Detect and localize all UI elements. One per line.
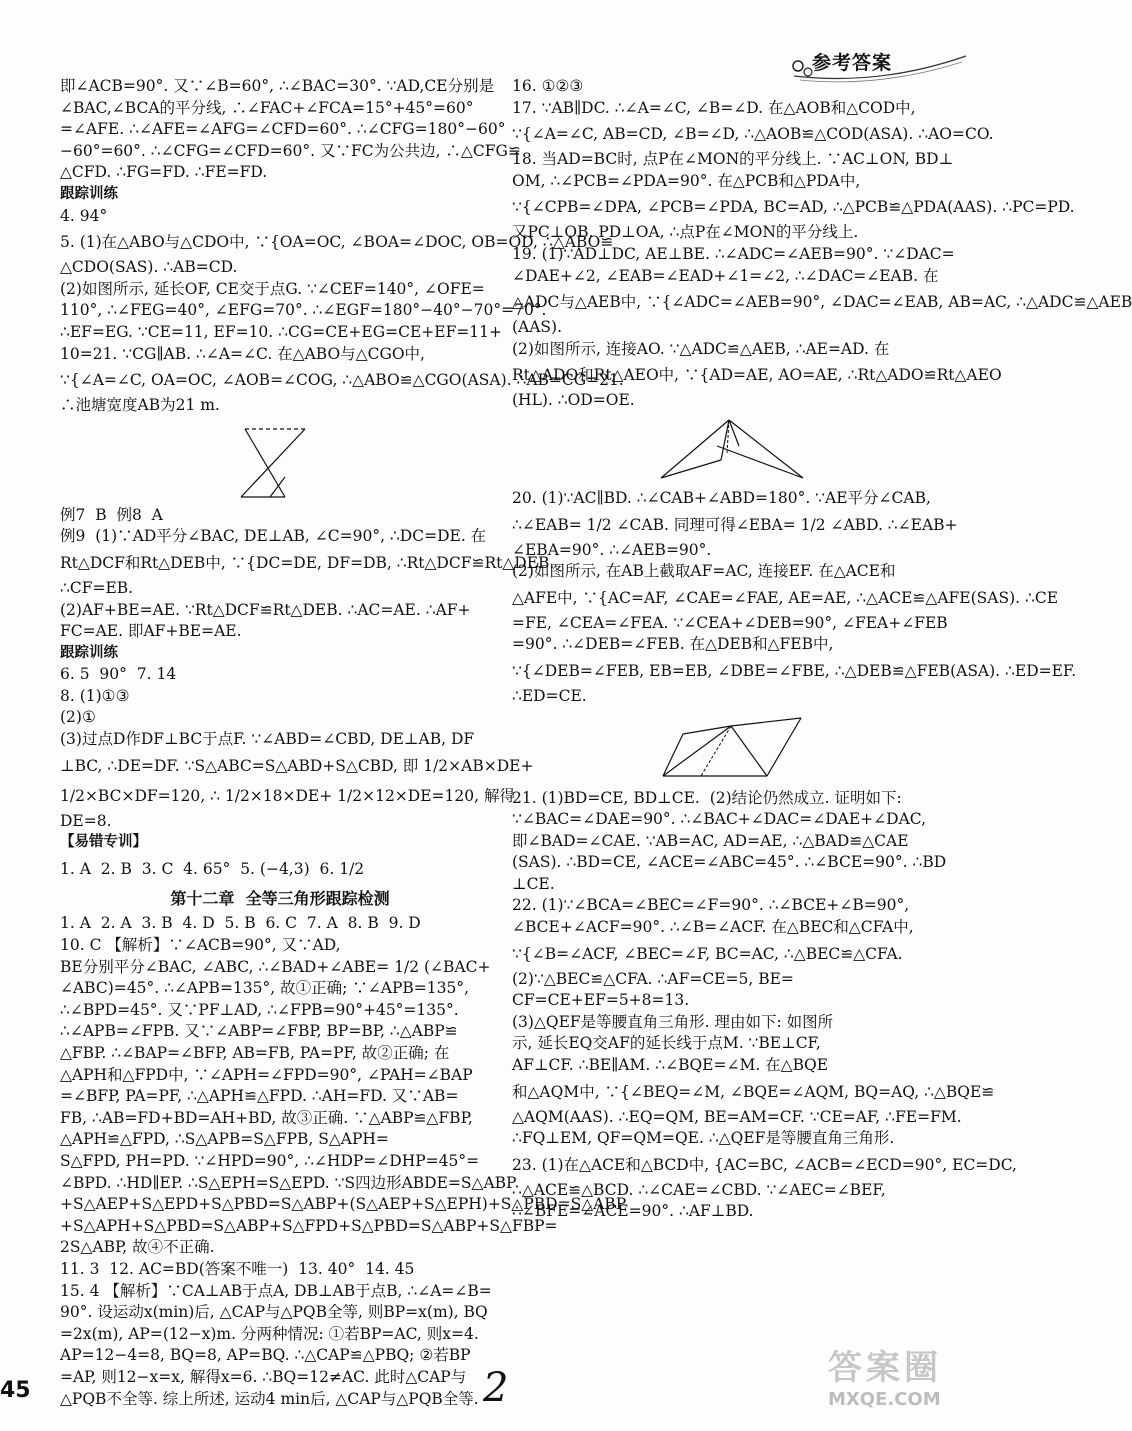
text-line: ∴∠APB=∠FPB. 又∵∠ABP=∠FBP, BP=BP, ∴△ABP≌ (60, 1022, 458, 1041)
right-block-2 (512, 488, 1077, 708)
text-line: =2x(m), AP=(12−x)m. 分两种情况: ①若BP=AC, 则x=4. (60, 1324, 479, 1343)
left-block-1 (60, 76, 521, 184)
text-line: ∠ABC)=45°. ∴∠APB=135°, 故①正确; ∵∠APB=135°, (60, 979, 470, 998)
text-line: ∵{∠CPB=∠DPA, ∠PCB=∠PDA, BC=AD, ∴△PCB≌△PDA(AAS). ∴PC=PD. (512, 198, 1075, 217)
text-line: 例9 (1)∵AD平分∠BAC, DE⊥AB, ∠C=90°, ∴DC=DE. 在 (60, 527, 487, 546)
text-line: 即∠BAD=∠CAE. ∵AB=AC, AD=AE, ∴△BAD≌△CAE (512, 831, 909, 850)
text-line: 1. A 2. B 3. C 4. 65° 5. (−4,3) 6. 1/2 (60, 859, 365, 878)
text-line: ∵{∠B=∠ACF, ∠BEC=∠F, BC=AC, ∴△BEC≌△CFA. (512, 944, 903, 963)
text-line: ∵{∠A=∠C, AB=CD, ∠B=∠D, ∴△AOB≌△COD(ASA). ∴AO=CO. (512, 125, 994, 144)
text-line: (2)① (60, 708, 96, 727)
text-line: ∴∠BFE=∠ACE=90°. ∴AF⊥BD. (512, 1202, 754, 1221)
text-line: ∵{∠A=∠C, OA=OC, ∠AOB=∠COG, ∴△ABO≌△CGO(ASA). ∴AB=CG=21. (60, 371, 624, 390)
text-line: FC=AE. 即AF+BE=AE. (60, 622, 242, 641)
text-line: ∴CF=EB. (60, 578, 134, 597)
quadrilateral-figure-20 (657, 712, 807, 784)
page-number: 45 (0, 1378, 31, 1403)
text-line: 21. (1)BD=CE, BD⊥CE. (2)结论仍然成立. 证明如下: (512, 788, 902, 807)
text-line: (2)如图所示, 在AB上截取AF=AC, 连接EF. 在△ACE和 (512, 562, 896, 581)
text-line: 和△AQM中, ∵{∠BEQ=∠M, ∠BQE=∠AQM, BQ=AQ, ∴△BQE≌ (512, 1082, 995, 1101)
text-line: =AP, 则12−x=x, 解得x=6. ∴BQ=12≠AC. 此时△CAP与 (60, 1367, 467, 1386)
text-line: CF=CE+EF=5+8=13. (512, 991, 690, 1010)
right-block-3 (512, 788, 1017, 1224)
text-line: (3)过点D作DF⊥BC于点F. ∵∠ABD=∠CBD, DE⊥AB, DF (60, 730, 475, 749)
text-line: AF⊥CF. ∴BE∥AM. ∴∠BQE=∠M. 在△BQE (512, 1056, 829, 1075)
text-line: △CDO(SAS). ∴AB=CD. (60, 258, 238, 277)
text-line: △AFE中, ∵{AC=AF, ∠CAE=∠FAE, AE=AE, ∴△ACE≌△AFE(SAS). ∴CE (512, 588, 1059, 607)
text-line: 5. (1)在△ABO与△CDO中, ∵{OA=OC, ∠BOA=∠DOC, OB=OD, ∴△ABO≌ (60, 233, 614, 252)
text-line: △PQB不全等. 综上所述, 运动4 min后, △CAP与△PQB全等. (60, 1389, 479, 1408)
text-line: 10. C 【解析】∵∠ACB=90°, 又∵AD, (60, 936, 341, 955)
text-line: ∴FQ⊥EM, QF=QM=QE. ∴△QEF是等腰直角三角形. (512, 1129, 895, 1148)
text-line: 示, 延长EQ交AF的延长线于点M. ∵BE⊥CF, (512, 1034, 821, 1053)
text-line: ∠BPD. ∴HD∥EP. ∴S△EPH=S△EPD. ∵S四边形ABDE=S△ABP (60, 1173, 517, 1192)
text-line: ∴△ACE≌△BCD. ∴∠CAE=∠CBD. ∵∠AEC=∠BEF, (512, 1180, 886, 1199)
text-line: ∵∠BAC=∠DAE=90°. ∴∠BAC+∠DAC=∠DAE+∠DAC, (512, 810, 927, 829)
text-line: =90°. ∴∠DEB=∠FEB. 在△DEB和△FEB中, (512, 635, 834, 654)
text-line: DE=8. (60, 811, 112, 830)
watermark-logo: 答案圈 (828, 1348, 942, 1388)
text-line: ∴池塘宽度AB为21 m. (60, 396, 220, 415)
section-heading: 跟踪训练 (60, 644, 118, 661)
text-line: AP=12−4=8, BQ=8, AP=BQ. ∴△CAP≌△PBQ; ②若BP (60, 1346, 471, 1365)
text-line: △CFD. ∴FG=FD. ∴FE=FD. (60, 163, 268, 182)
left-block-4 (60, 664, 534, 832)
text-line: (3)△QEF是等腰直角三角形. 理由如下: 如图所 (512, 1012, 834, 1031)
text-line: 11. 3 12. AC=BD(答案不唯一) 13. 40° 14. 45 (60, 1259, 415, 1278)
text-line: ⊥BC, ∴DE=DF. ∵S△ABC=S△ABD+S△CBD, 即 1/2×AB×DE+ (60, 756, 534, 775)
text-line: ∠DAE+∠2, ∠EAB=∠EAD+∠1=∠2, ∴∠DAC=∠EAB. 在 (512, 266, 939, 285)
text-line: 18. 当AD=BC时, 点P在∠MON的平分线上. ∵AC⊥ON, BD⊥ (512, 150, 954, 169)
handwritten-mark: 2 (483, 1365, 509, 1411)
text-line: 6. 5 90° 7. 14 (60, 665, 177, 684)
text-line: △AQM(AAS). ∴EQ=QM, BE=AM=CF. ∵CE=AF, ∴FE=FM. (512, 1107, 962, 1126)
text-line: (2)如图所示, 连接AO. ∵△ADC≌△AEB, ∴AE=AD. 在 (512, 339, 890, 358)
text-line: =∠BFP, PA=PF, ∴△APH≌△FPD. ∴AH=FD. 又∵AB= (60, 1087, 459, 1106)
text-line: 又PC⊥OB, PD⊥OA, ∴点P在∠MON的平分线上. (512, 223, 859, 242)
triangle-figure-19 (657, 416, 807, 484)
text-line: 15. 4 【解析】∵CA⊥AB于点A, DB⊥AB于点B, ∴∠A=∠B= (60, 1281, 492, 1300)
text-line: ∴∠EAB= 1/2 ∠CAB. 同理可得∠EBA= 1/2 ∠ABD. ∴∠EAB+ (512, 515, 958, 534)
text-line: ∵{∠DEB=∠FEB, EB=EB, ∠DBE=∠FBE, ∴△DEB≌△FEB(ASA). ∴ED=EF. (512, 661, 1077, 680)
text-line: 20. (1)∵AC∥BD. ∴∠CAB+∠ABD=180°. ∵AE平分∠CAB, (512, 488, 931, 507)
text-line: 10=21. ∵CG∥AB. ∴∠A=∠C. 在△ABO与△CGO中, (60, 344, 425, 363)
right-block-1 (512, 76, 1132, 412)
text-line: △APH≌△FPD, ∴S△APB=S△FPB, S△APH= (60, 1130, 389, 1149)
header-title: 参考答案 (812, 52, 893, 74)
text-line: BE分别平分∠BAC, ∠ABC, ∴∠BAD+∠ABE= 1/2 (∠BAC+ (60, 957, 491, 976)
text-line: ∠EBA=90°. ∴∠AEB=90°. (512, 540, 712, 559)
section-heading: 跟踪训练 (60, 185, 118, 202)
text-line: △FBP. ∴∠BAP=∠BFP, AB=FB, PA=PF, 故②正确; 在 (60, 1044, 450, 1062)
text-line: ∠BCE+∠ACF=90°. ∴∠B=∠ACF. 在△BEC和△CFA中, (512, 918, 914, 937)
text-line: 1/2×BC×DF=120, ∴ 1/2×18×DE+ 1/2×12×DE=120, 解得 (60, 786, 515, 805)
text-line: +S△AEP+S△EPD+S△PBD=S△ABP+(S△AEP+S△EPH)+S△PBD=S△ABP (60, 1195, 627, 1214)
section-heading: 【易错专训】 (60, 834, 147, 851)
text-line: (SAS). ∴BD=CE, ∠ACE=∠ABC=45°. ∴∠BCE=90°. ∴BD (512, 853, 947, 872)
text-line: ∴EF=EG. ∵CE=11, EF=10. ∴CG=CE+EG=CE+EF=11+ (60, 322, 503, 341)
pond-width-figure (235, 421, 325, 501)
text-line: 22. (1)∵∠BCA=∠BEC=∠F=90°. ∴∠BCE+∠B=90°, (512, 896, 910, 915)
left-block-3 (60, 505, 555, 643)
text-line: =FE, ∠CEA=∠FEA. ∵∠CEA+∠DEB=90°, ∠FEA+∠FEB (512, 613, 948, 632)
text-line: Rt△ADO和Rt△AEO中, ∵{AD=AE, AO=AE, ∴Rt△ADO≌Rt△AEO (512, 366, 1002, 385)
text-line: 4. 94° (60, 206, 108, 225)
text-line: △ADC与△AEB中, ∵{∠ADC=∠AEB=90°, ∠DAC=∠EAB, AB=AC, ∴△ADC≌△AEB (512, 293, 1132, 312)
text-line: 1. A 2. A 3. B 4. D 5. B 6. C 7. A 8. B 9. D (60, 914, 421, 933)
text-line: ⊥CE. (512, 874, 555, 893)
chapter-title: 第十二章 全等三角形跟踪检测 (170, 888, 390, 908)
text-line: ∴ED=CE. (512, 686, 587, 705)
text-line: 即∠ACB=90°. 又∵∠B=60°, ∴∠BAC=30°. ∵AD,CE分别是 (60, 77, 495, 95)
text-line: 23. (1)在△ACE和△BCD中, {AC=BC, ∠ACB=∠ECD=90°, EC=DC, (512, 1155, 1017, 1174)
text-line: +S△APH+S△PBD=S△ABP+S△FPD+S△PBD=S△ABP+S△FBP= (60, 1216, 558, 1235)
text-line: (2)AF+BE=AE. ∵Rt△DCF≌Rt△DEB. ∴AC=AE. ∴AF+ (60, 600, 471, 619)
text-line: FB, ∴AB=FD+BD=AH+BD, 故③正确. ∵△ABP≌△FBP, (60, 1108, 473, 1127)
text-line: (HL). ∴OD=OE. (512, 391, 635, 410)
text-line: (AAS). (512, 318, 563, 337)
text-line: 16. ①②③ (512, 77, 584, 95)
text-line: ∠BAC,∠BCA的平分线, ∴∠FAC+∠FCA=15°+45°=60° (60, 98, 474, 117)
text-line: S△FPD, PH=PD. ∵∠HPD=90°, ∴∠HDP=∠DHP=45°= (60, 1151, 480, 1170)
text-line: 8. (1)①③ (60, 686, 130, 705)
text-line: 17. ∵AB∥DC. ∴∠A=∠C, ∠B=∠D. 在△AOB和△COD中, (512, 98, 916, 117)
text-line: 例7 B 例8 A (60, 505, 163, 524)
watermark (828, 1340, 993, 1420)
text-line: (2)∵△BEC≌△CFA. ∴AF=CE=5, BE= (512, 969, 794, 988)
text-line: 19. (1)∵AD⊥DC, AE⊥BE. ∴∠ADC=∠AEB=90°. ∵∠DAC= (512, 244, 955, 263)
text-line: =∠AFE. ∴∠AFE=∠AFG=∠CFD=60°. ∴∠CFG=180°−60° (60, 120, 506, 139)
text-line: ∴∠BPD=45°. 又∵PF⊥AD, ∴∠FPB=90°+45°=135°. (60, 1000, 459, 1019)
text-line: Rt△DCF和Rt△DEB中, ∵{DC=DE, DF=DB, ∴Rt△DCF≌Rt△DEB. (60, 553, 555, 572)
text-line: 2S△ABP, 故④不正确. (60, 1238, 215, 1257)
text-line: OM, ∴∠PCB=∠PDA=90°. 在△PCB和△PDA中, (512, 171, 861, 190)
text-line: △APH和△FPD中, ∵∠APH=∠FPD=90°, ∠PAH=∠BAP (60, 1065, 473, 1084)
watermark-url: MXQE.COM (828, 1389, 941, 1410)
text-line: (2)如图所示, 延长OF, CE交于点G. ∵∠CEF=140°, ∠OFE= (60, 279, 485, 298)
right-column (512, 76, 1132, 1223)
text-line: −60°=60°. ∴∠CFG=∠CFD=60°. 又∵FC为公共边, ∴△CFG≌ (60, 141, 521, 160)
text-line: 110°, ∴∠FEG=40°, ∠EFG=70°. ∴∠EGF=180°−40°−70°=70°. (60, 301, 547, 320)
text-line: 90°. 设运动x(min)后, △CAP与△PQB全等, 则BP=x(m), BQ (60, 1303, 488, 1322)
